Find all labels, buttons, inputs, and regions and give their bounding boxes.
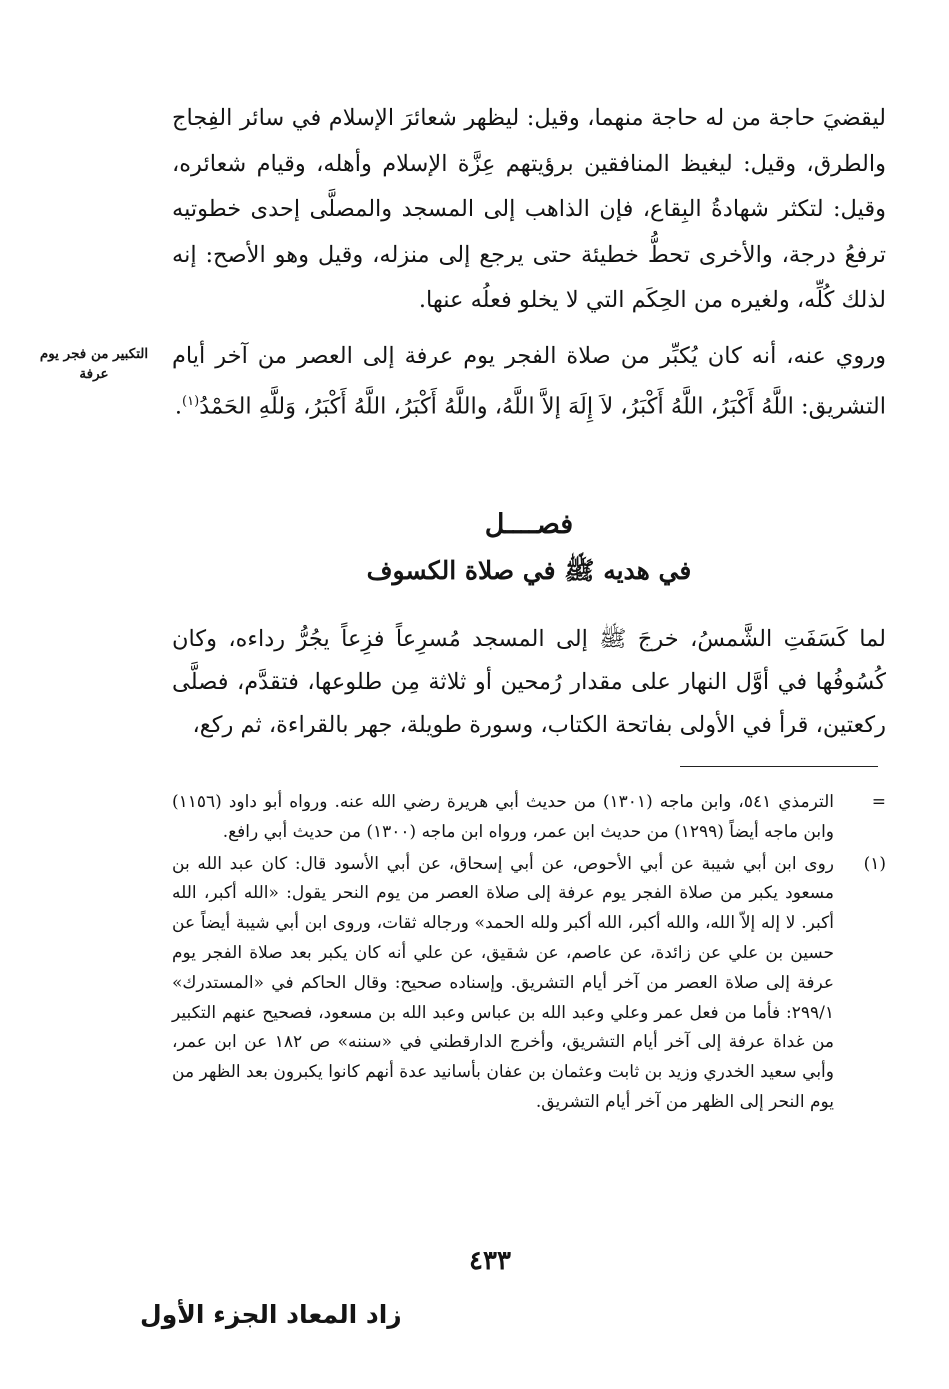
footnotes [172,788,886,1118]
footnote-1 [172,850,886,1118]
paragraph-2-end: . [174,393,183,420]
section-body [172,618,886,747]
book-title: زاد المعاد [286,1300,402,1329]
margin-note: التكبير من فجر يوم عرفة [39,346,149,382]
main-text-block [172,96,886,430]
footnote-ref-1: (١) [182,394,200,409]
paragraph-1: ليقضيَ حاجة من له حاجة منهما، وقيل: ليظهر شعائرَ الإسلام في سائر الفِجاج والطرق، وقيل: ليغيظ المنافقين برؤيتهم عِزَّة الإسلام وأهله، وقيام شعائره، وقيل: لتكثر شهادةُ البِقاع، فإن الذاهب إلى المسجد والمصلَّى إحدى خطوتيه ترفعُ درجة، والأخرى تحطُّ خطيئة حتى يرجع إلى منزله، وقيل وهو الأصح: إنه لذلك كُلِّه، ولغيره من الحِكَم التي لا يخلو فعلُه عنها. [172,105,886,313]
footnote-text: روى ابن أبي شيبة عن أبي الأحوص، عن أبي إسحاق، عن أبي الأسود قال: كان عبد الله بن مسعود يكبر من صلاة الفجر يوم عرفة إلى صلاة العصر من يوم النحر يقول: «الله أكبر، الله أكبر. لا إله إلاّ الله، والله أكبر، الله أكبر ولله الحمد» ورجاله ثقات، وروى ابن أبي شيبة أيضاً عن حسين بن علي عن زائدة، عن عاصم، عن شقيق، عن علي أنه كان يكبر بعد صلاة الفجر يوم عرفة إلى صلاة العصر من آخر أيام التشريق. وإسناده صحيح: وقال الحاكم في «المستدرك» ٢٩٩/١: فأما من فعل عمر وعلي وعبد الله بن عباس وعبد الله بن مسعود، فصحيح عنهم التكبير من غداة عرفة إلى آخر أيام التشريق، وأخرج الدارقطني في «سننه» ص ١٨٢ عن ابن عمر، وأبي سعيد الخدري وزيد بن ثابت وعثمان بن عفان بأسانيد عدة أنهم كانوا يكبرون بعد الظهر من يوم النحر إلى الظهر من آخر أيام التشريق. [172,853,834,1112]
footnote-text: الترمذي ٥٤١، وابن ماجه (١٣٠١) من حديث أبي هريرة رضي الله عنه. ورواه أبو داود (١١٥٦) وابن ماجه أيضاً (١٢٩٩) من حديث ابن عمر، ورواه ابن ماجه (١٣٠٠) من حديث أبي رافع. [172,792,835,842]
footnote-mark: = [871,792,886,812]
section-heading [172,504,886,592]
section-subtitle: في هديه ﷺ في صلاة الكسوف [366,556,692,585]
section-title: فصــــل [484,509,574,540]
footnote-divider [680,766,878,767]
book-volume: الجزء الأول [140,1300,278,1329]
page-number: ٤٣٣ [469,1246,511,1276]
paragraph-2 [172,334,886,431]
footnote-continued [172,788,886,848]
footnote-mark: (١) [863,853,886,874]
paragraph-2-text: وروي عنه، أنه كان يُكبِّر من صلاة الفجر يوم عرفة إلى العصر من آخر أيام التشريق: اللَّهُ أَكْبَرُ، اللَّهُ أَكْبَرُ، لاَ إِلَهَ إلاَّ اللَّهُ، واللَّهُ أَكْبَرُ، اللَّهُ أَكْبَرُ، وَللَّهِ الحَمْدُ [172,342,886,420]
section-paragraph-1: لما كَسَفَتِ الشَّمسُ، خرجَ ﷺ إلى المسجد مُسرِعاً فزِعاً يجُرُّ رداءه، وكان كُسُوفُها في أوَّل النهار على مقدار رُمحين أو ثلاثة مِن طلوعها، فتقدَّم، فصلَّى ركعتين، قرأ في الأولى بفاتحة الكتاب، وسورة طويلة، جهر بالقراءة، ثم ركع، [172,626,886,738]
book-footer [140,1300,420,1329]
